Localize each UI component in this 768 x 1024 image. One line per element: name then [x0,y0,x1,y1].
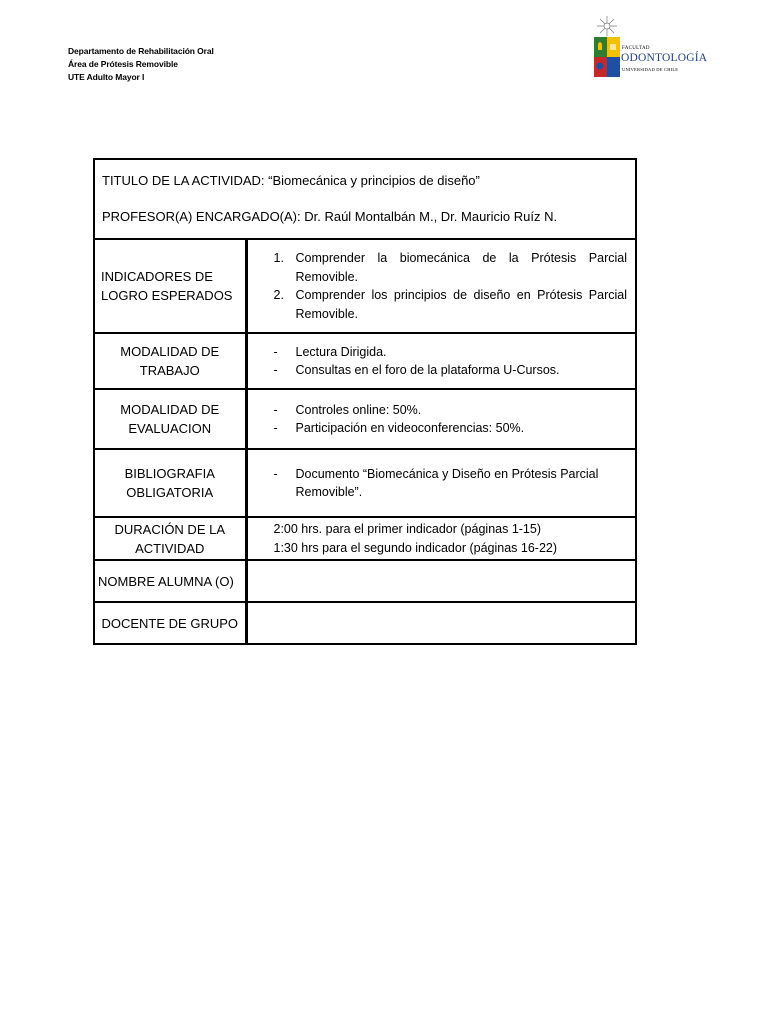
list-text: Documento “Biomecánica y Diseño en Prótesis Parcial Removible”. [295,466,599,499]
header-line-ute: UTE Adulto Mayor I [68,72,145,82]
list-marker: 2. [273,288,284,302]
table-row-header [94,159,636,239]
label-duracion [94,517,246,560]
label-text: NOMBRE ALUMNA (O) [98,573,234,589]
label-line: ACTIVIDAD [135,540,205,556]
label-line: TRABAJO [139,363,200,378]
faculty-logo [592,14,712,80]
label-line: OBLIGATORIA [126,485,214,500]
table-row-modalidad-evaluacion [94,389,636,449]
logo-faculty-label: FACULTAD [622,46,650,51]
header-line-area: Área de Prótesis Removible [68,59,178,69]
list-marker: - [273,402,278,417]
label-line: MODALIDAD DE [120,402,220,417]
list-text: Comprender los principios de diseño en Prótesis Parcial Removible. [295,288,627,321]
content-duracion [246,517,636,560]
list-item [274,286,628,323]
list-item [274,249,628,286]
list-item [274,361,628,380]
table-row-nombre [94,560,636,602]
content-modalidad-trabajo [246,333,636,389]
label-bibliografia [94,449,246,517]
list-item [274,465,628,502]
duration-line-first: 2:00 hrs. para el primer indicador (páginas 1-15) [273,522,541,536]
duration-line-second: 1:30 hrs para el segundo indicador (páginas 16-22) [273,540,558,555]
department-header [68,45,214,84]
logo-name: ODONTOLOGÍA [621,52,708,64]
activity-table [93,158,637,645]
table-row-docente [94,602,636,644]
list-marker: - [273,466,278,481]
label-line: LOGRO ESPERADOS [101,288,233,303]
activity-title: TITULO DE LA ACTIVIDAD: “Biomecánica y principios de diseño” [102,173,480,188]
label-modalidad-evaluacion [94,389,246,449]
content-modalidad-evaluacion [246,389,636,449]
logo-university: UNIVERSIDAD DE CHILE [622,67,679,72]
list-text: Controles online: 50%. [295,402,422,417]
nombre-alumna-field[interactable] [246,560,636,602]
list-marker: - [273,421,278,435]
label-modalidad-trabajo [94,333,246,389]
label-line: INDICADORES DE [101,269,213,284]
table-row-modalidad-trabajo [94,333,636,389]
label-nombre-alumna [94,560,246,602]
content-indicadores [246,239,636,333]
list-text: Participación en videoconferencias: 50%. [295,421,525,435]
label-line: DURACIÓN DE LA [114,521,226,537]
label-text: DOCENTE DE GRUPO [101,615,238,631]
list-text: Comprender la biomecánica de la Prótesis Parcial Removible. [295,251,627,284]
label-line: BIBLIOGRAFIA [124,466,215,481]
list-item [274,401,628,420]
activity-professor: PROFESOR(A) ENCARGADO(A): Dr. Raúl Montalbán M., Dr. Mauricio Ruíz N. [102,209,558,224]
label-docente-grupo [94,602,246,644]
label-line: EVALUACION [128,421,212,436]
university-emblem-icon [592,14,622,80]
docente-grupo-field[interactable] [246,602,636,644]
label-line: MODALIDAD DE [120,344,220,359]
content-bibliografia [246,449,636,517]
table-row-indicadores [94,239,636,333]
activity-header-cell [94,159,636,239]
label-indicadores [94,239,246,333]
list-marker: - [273,344,278,359]
list-item [274,419,628,438]
table-row-duracion [94,517,636,560]
table-row-bibliografia [94,449,636,517]
list-marker: 1. [273,251,284,265]
list-text: Consultas en el foro de la plataforma U-Cursos. [295,363,560,377]
list-text: Lectura Dirigida. [295,344,387,359]
list-item [274,343,628,362]
header-line-department: Departamento de Rehabilitación Oral [68,46,214,56]
list-marker: - [273,363,278,377]
